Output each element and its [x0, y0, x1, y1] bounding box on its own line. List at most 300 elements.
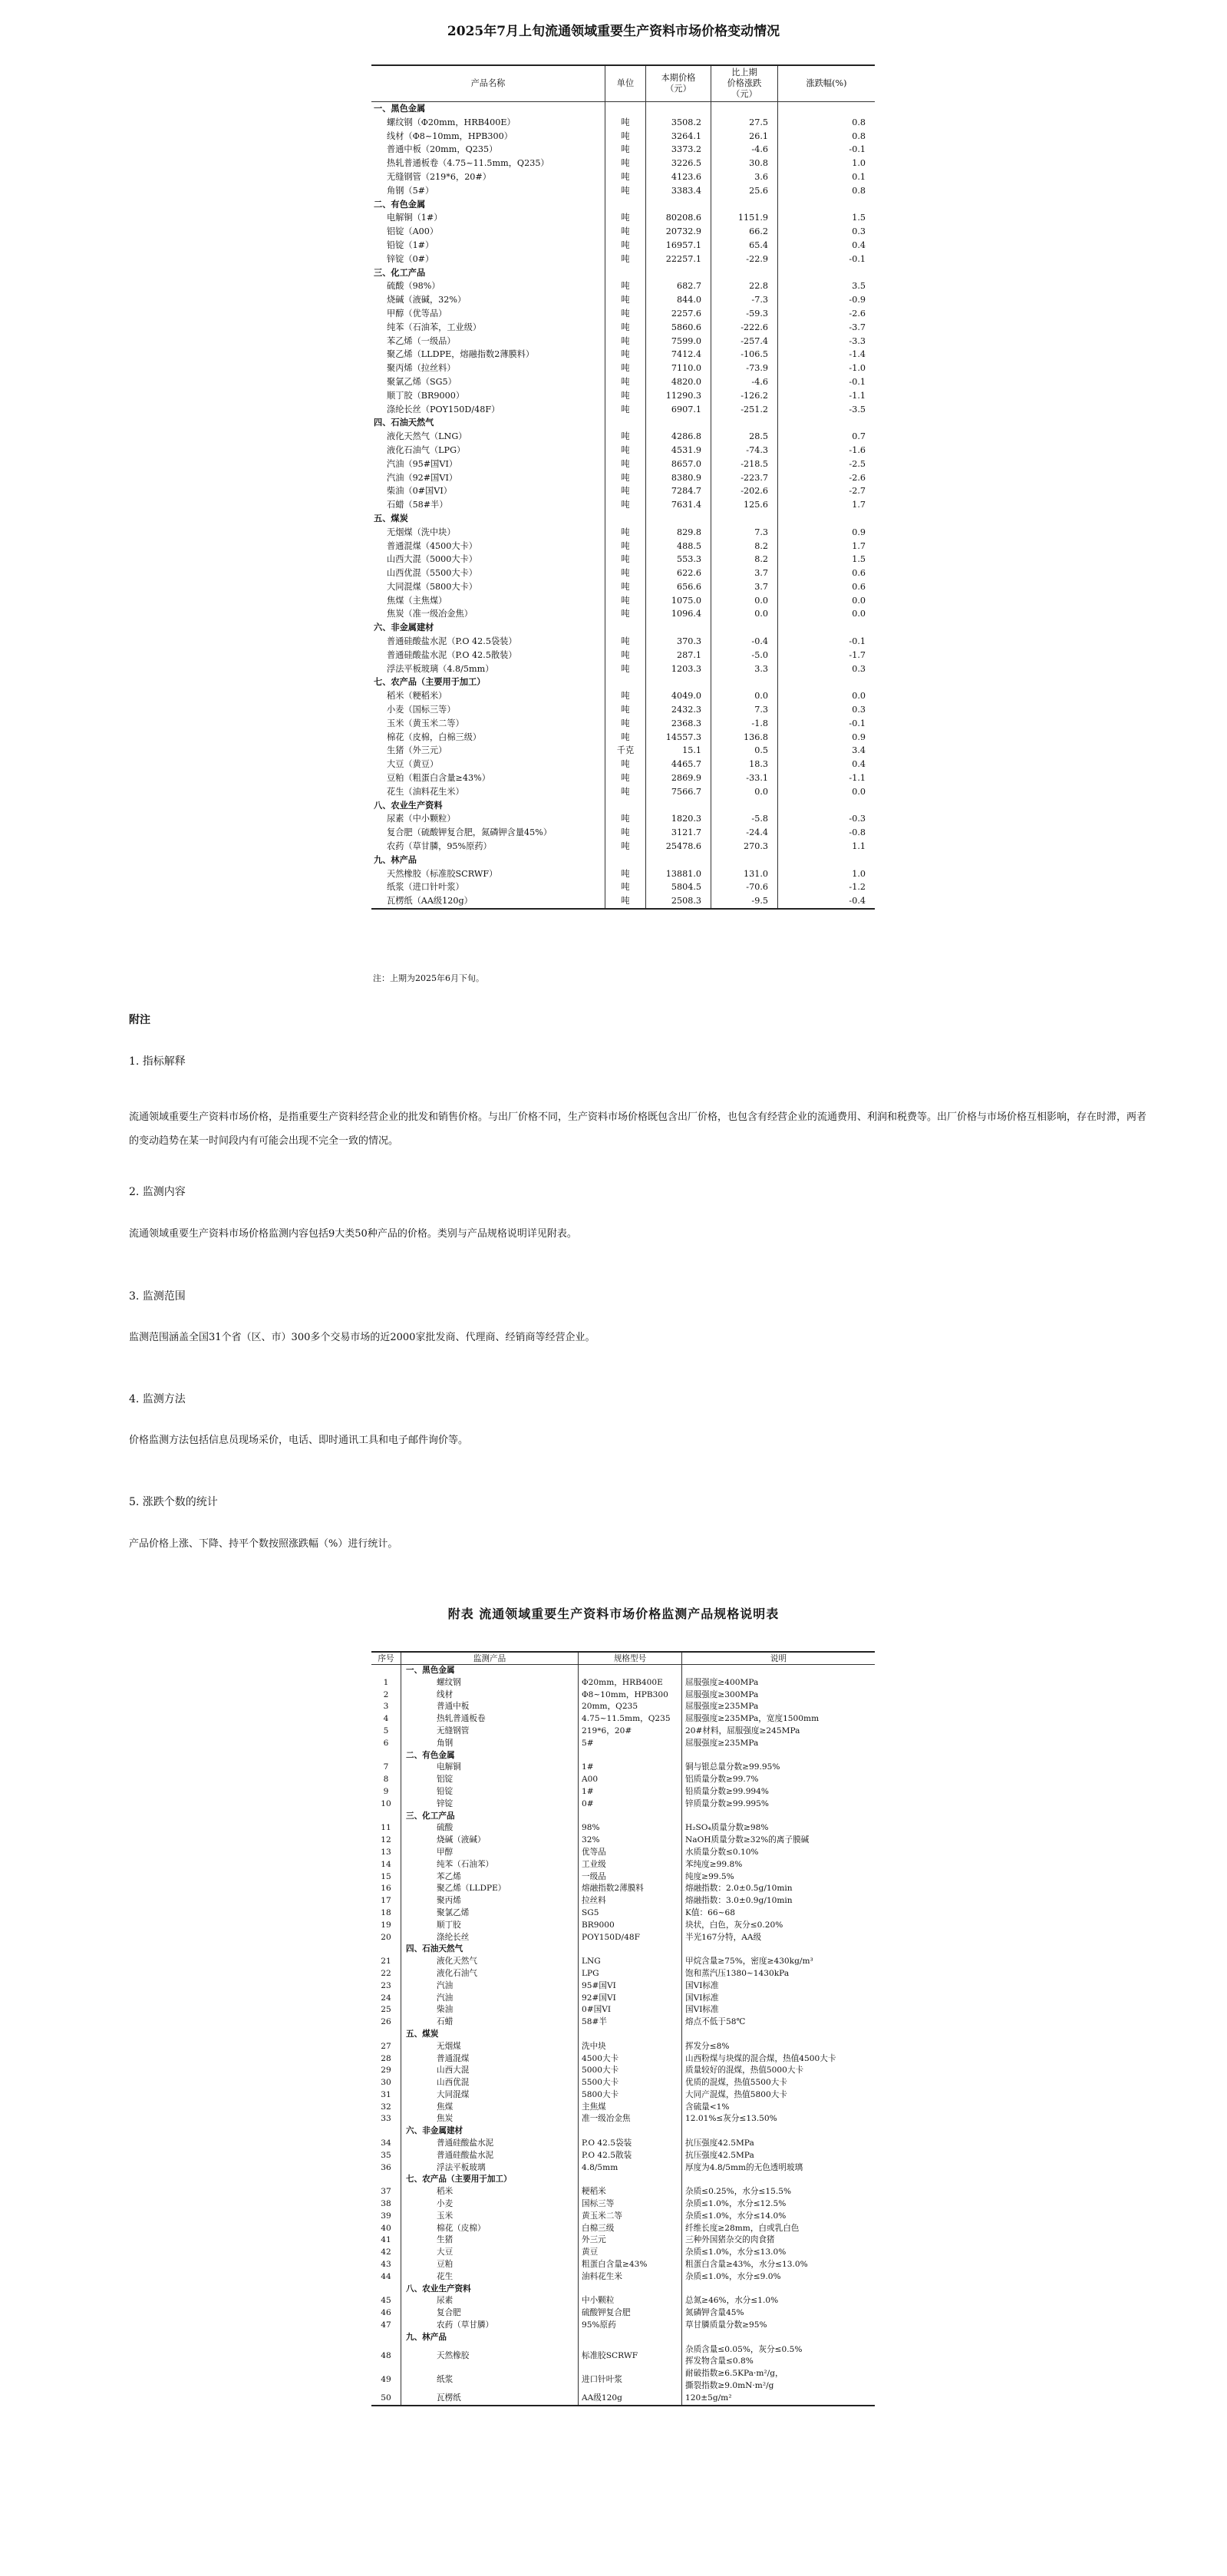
product-name: 顺丁胶（BR9000）	[387, 390, 465, 401]
header-spec: 规格型号	[579, 1652, 682, 1665]
change: -218.5	[711, 457, 778, 471]
change: -59.3	[711, 307, 778, 321]
pct: 0.7	[778, 430, 876, 444]
item-name: 涤纶长丝	[401, 1932, 579, 1944]
empty-cell	[711, 266, 778, 280]
item-name: 纯苯（石油苯）	[401, 1859, 579, 1871]
item-desc	[682, 2186, 876, 2198]
desc-line: 抗压强度42.5MPa	[685, 2138, 754, 2148]
pct: -0.8	[778, 826, 876, 840]
price: 4820.0	[646, 375, 711, 389]
product-name: 聚乙烯（LLDPE，熔融指数2薄膜料）	[387, 349, 535, 360]
product-name: 大豆（黄豆）	[387, 759, 439, 770]
table-row	[371, 1701, 875, 1713]
pct: -1.2	[778, 880, 876, 894]
row-number: 38	[381, 2199, 391, 2209]
item-spec: 58#半	[579, 2016, 682, 2029]
empty-cell	[711, 102, 778, 116]
change: 0.0	[711, 594, 778, 608]
table-row	[371, 2259, 875, 2271]
change: 0.0	[711, 785, 778, 799]
item-spec: 油料花生米	[579, 2271, 682, 2284]
item-name: 复合肥	[401, 2307, 579, 2320]
table-row	[371, 580, 875, 594]
pct: 1.0	[778, 157, 876, 170]
price: 622.6	[646, 566, 711, 580]
product-name: 小麦（国标三等）	[387, 705, 456, 715]
desc-line: 杂质≤1.0%，水分≤13.0%	[685, 2247, 787, 2257]
category-name: 五、煤炭	[401, 2029, 579, 2041]
product-name: 大同混煤（5800大卡）	[387, 581, 477, 592]
desc-line: 国VI标准	[685, 1980, 719, 1990]
item-spec: 拉丝料	[579, 1895, 682, 1907]
change: 1151.9	[711, 211, 778, 225]
unit: 吨	[605, 116, 646, 130]
price: 370.3	[646, 635, 711, 649]
item-desc	[682, 1920, 876, 1932]
category-row	[371, 799, 875, 813]
desc-line: 三种外国猪杂交的肉食猪	[685, 2235, 775, 2245]
product-name: 花生（油料花生米）	[387, 786, 464, 797]
pct: 0.8	[778, 130, 876, 144]
row-number: 1	[383, 1677, 389, 1687]
desc-line: 耐破指数≥6.5KPa·m²/g，	[685, 2369, 783, 2379]
item-name: 棉花（皮棉）	[401, 2223, 579, 2235]
unit: 吨	[605, 471, 646, 485]
change: -22.9	[711, 253, 778, 266]
product-name: 锌锭（0#）	[387, 253, 434, 264]
table-row	[371, 1920, 875, 1932]
empty-cell	[579, 1944, 682, 1956]
unit: 吨	[605, 279, 646, 293]
category-row	[371, 621, 875, 635]
row-number: 10	[381, 1798, 391, 1808]
price: 553.3	[646, 553, 711, 566]
table1-title: 2025年7月上旬流通领域重要生产资料市场价格变动情况	[447, 24, 780, 39]
desc-line: 优质的混煤，热值5500大卡	[685, 2078, 787, 2088]
empty-cell	[682, 1750, 876, 1762]
item-name: 瓦楞纸	[401, 2393, 579, 2406]
empty-cell	[711, 621, 778, 635]
desc-line: 屈服强度≥235MPa	[685, 1738, 759, 1748]
price: 7110.0	[646, 362, 711, 375]
note-title-5: 5. 涨跌个数的统计	[129, 1496, 218, 1508]
product-name: 尿素（中小颗粒）	[387, 814, 456, 824]
item-spec: 4.8/5mm	[579, 2162, 682, 2175]
item-name: 锌锭	[401, 1798, 579, 1811]
table-row	[371, 2150, 875, 2162]
change: 270.3	[711, 840, 778, 854]
table-row	[371, 2234, 875, 2247]
item-spec: 一级品	[579, 1871, 682, 1884]
category-name: 四、石油天然气	[374, 417, 434, 428]
pct: 0.3	[778, 225, 876, 239]
empty-cell	[778, 512, 876, 526]
product-name: 普通中板（20mm，Q235）	[387, 144, 498, 155]
product-name: 涤纶长丝（POY150D/48F）	[387, 404, 500, 414]
unit: 吨	[605, 594, 646, 608]
pct: -3.5	[778, 403, 876, 417]
price: 287.1	[646, 649, 711, 662]
item-spec: 95%原药	[579, 2320, 682, 2332]
item-name: 农药（草甘膦）	[401, 2320, 579, 2332]
item-desc	[682, 1713, 876, 1726]
empty-cell	[646, 799, 711, 813]
empty-cell	[371, 2332, 401, 2344]
price: 1075.0	[646, 594, 711, 608]
header-pct: 涨跌幅(%)	[778, 65, 876, 102]
row-number: 28	[381, 2053, 391, 2063]
item-name: 豆粕	[401, 2259, 579, 2271]
price: 4286.8	[646, 430, 711, 444]
desc-line: 杂质含量≤0.05%，灰分≤0.5%	[685, 2344, 803, 2354]
product-name: 铝锭（A00）	[387, 226, 439, 237]
product-name: 角钢（5#）	[387, 185, 434, 196]
category-name: 六、非金属建材	[401, 2125, 579, 2138]
item-name: 螺纹钢	[401, 1677, 579, 1689]
category-row	[371, 102, 875, 116]
price: 7631.4	[646, 498, 711, 512]
item-name: 生猪	[401, 2234, 579, 2247]
change: -24.4	[711, 826, 778, 840]
category-row	[371, 1665, 875, 1677]
desc-line: 半光167分特，AA级	[685, 1932, 762, 1942]
category-row	[371, 2284, 875, 2296]
unit: 吨	[605, 649, 646, 662]
category-row	[371, 1750, 875, 1762]
price: 3226.5	[646, 157, 711, 170]
unit: 千克	[605, 744, 646, 758]
item-name: 普通混煤	[401, 2053, 579, 2066]
price-table-header	[371, 65, 875, 102]
category-name: 三、化工产品	[401, 1811, 579, 1823]
unit: 吨	[605, 457, 646, 471]
pct: -2.6	[778, 471, 876, 485]
change: 25.6	[711, 184, 778, 198]
row-number: 40	[381, 2223, 391, 2233]
item-spec: 国标三等	[579, 2198, 682, 2211]
pct: -3.3	[778, 335, 876, 348]
unit: 吨	[605, 498, 646, 512]
item-spec: 4.75~11.5mm，Q235	[579, 1713, 682, 1726]
item-spec: 20mm，Q235	[579, 1701, 682, 1713]
price: 488.5	[646, 540, 711, 553]
item-name: 甲醇	[401, 1847, 579, 1859]
desc-line: 杂质≤1.0%，水分≤12.5%	[685, 2199, 787, 2209]
row-number: 31	[381, 2089, 391, 2099]
item-spec: 准一级冶金焦	[579, 2113, 682, 2125]
pct: 0.1	[778, 170, 876, 184]
desc-line: 挥发分≤8%	[685, 2041, 730, 2051]
item-spec: BR9000	[579, 1920, 682, 1932]
table-row	[371, 2198, 875, 2211]
table-row	[371, 170, 875, 184]
price: 6907.1	[646, 403, 711, 417]
unit: 吨	[605, 526, 646, 540]
empty-cell	[682, 2174, 876, 2186]
notes-heading: 附注	[129, 1014, 150, 1026]
change: 0.0	[711, 689, 778, 703]
desc-line: 屈服强度≥300MPa	[685, 1689, 759, 1699]
change: 3.6	[711, 170, 778, 184]
table-row	[371, 444, 875, 457]
row-number: 13	[381, 1847, 391, 1857]
price: 22257.1	[646, 253, 711, 266]
item-desc	[682, 1968, 876, 1980]
item-spec: 5000大卡	[579, 2065, 682, 2077]
item-desc	[682, 1689, 876, 1702]
item-name: 小麦	[401, 2198, 579, 2211]
table-row	[371, 2113, 875, 2125]
unit: 吨	[605, 840, 646, 854]
item-desc	[682, 2016, 876, 2029]
row-number: 2	[383, 1689, 389, 1699]
desc-line: 铅质量分数≥99.994%	[685, 1786, 769, 1796]
pct: 0.6	[778, 566, 876, 580]
change: 65.4	[711, 239, 778, 253]
item-name: 玉米	[401, 2211, 579, 2223]
note-text-2: 流通领域重要生产资料市场价格监测内容包括9大类50种产品的价格。类别与产品规格说明详见附表。	[129, 1228, 577, 1240]
desc-line: 屈服强度≥235MPa	[685, 1702, 759, 1712]
item-desc	[682, 1786, 876, 1798]
table-row	[371, 771, 875, 785]
product-name: 无烟煤（洗中块）	[387, 527, 456, 537]
header-unit: 单位	[605, 65, 646, 102]
table-row	[371, 1883, 875, 1895]
unit: 吨	[605, 335, 646, 348]
item-desc	[682, 2162, 876, 2175]
pct: -1.1	[778, 771, 876, 785]
table-row	[371, 157, 875, 170]
row-number: 39	[381, 2211, 391, 2221]
row-number: 22	[381, 1968, 391, 1978]
category-row	[371, 675, 875, 689]
item-spec: 工业级	[579, 1859, 682, 1871]
unit: 吨	[605, 826, 646, 840]
table-row	[371, 2247, 875, 2259]
pct: 3.5	[778, 279, 876, 293]
item-desc	[682, 2344, 876, 2369]
item-spec: SG5	[579, 1907, 682, 1920]
category-name: 九、林产品	[401, 2332, 579, 2344]
price: 20732.9	[646, 225, 711, 239]
item-name: 汽油	[401, 1993, 579, 2005]
desc-line: 熔融指数：3.0±0.9g/10min	[685, 1896, 793, 1906]
table-row	[371, 2016, 875, 2029]
empty-cell	[371, 1944, 401, 1956]
item-spec: 5#	[579, 1738, 682, 1750]
item-name: 浮法平板玻璃	[401, 2162, 579, 2175]
category-row	[371, 854, 875, 867]
category-name: 九、林产品	[374, 854, 417, 865]
pct: -1.7	[778, 649, 876, 662]
unit: 吨	[605, 225, 646, 239]
item-desc	[682, 2234, 876, 2247]
row-number: 11	[381, 1823, 391, 1833]
unit: 吨	[605, 362, 646, 375]
change: -4.6	[711, 143, 778, 157]
category-row	[371, 2125, 875, 2138]
row-number: 41	[381, 2235, 391, 2245]
empty-cell	[682, 2125, 876, 2138]
desc-line: 纤维长度≥28mm，白或乳白色	[685, 2223, 800, 2233]
unit: 吨	[605, 375, 646, 389]
product-name: 玉米（黄玉米二等）	[387, 718, 464, 728]
table-row	[371, 1871, 875, 1884]
pct: -2.5	[778, 457, 876, 471]
table-row	[371, 812, 875, 826]
item-desc	[682, 2368, 876, 2393]
item-name: 聚乙烯（LLDPE）	[401, 1883, 579, 1895]
table-row	[371, 335, 875, 348]
change: -222.6	[711, 321, 778, 335]
change: 3.7	[711, 580, 778, 594]
table-row	[371, 717, 875, 731]
empty-cell	[605, 416, 646, 430]
change: -70.6	[711, 880, 778, 894]
price: 13881.0	[646, 867, 711, 881]
unit: 吨	[605, 389, 646, 403]
product-name: 纸浆（进口针叶浆）	[387, 882, 464, 893]
empty-cell	[778, 799, 876, 813]
row-number: 16	[381, 1884, 391, 1894]
pct: 1.5	[778, 211, 876, 225]
empty-cell	[778, 854, 876, 867]
table-row	[371, 321, 875, 335]
item-name: 普通硅酸盐水泥	[401, 2150, 579, 2162]
price: 3264.1	[646, 130, 711, 144]
table-row	[371, 1859, 875, 1871]
empty-cell	[646, 102, 711, 116]
empty-cell	[682, 1944, 876, 1956]
item-spec: 硫酸钾复合肥	[579, 2307, 682, 2320]
unit: 吨	[605, 867, 646, 881]
empty-cell	[371, 2174, 401, 2186]
table-row	[371, 2041, 875, 2053]
empty-cell	[646, 854, 711, 867]
product-name: 聚氯乙烯（SG5）	[387, 376, 457, 387]
item-desc	[682, 1907, 876, 1920]
empty-cell	[646, 675, 711, 689]
empty-cell	[682, 1665, 876, 1677]
table-row	[371, 1677, 875, 1689]
category-name: 四、石油天然气	[401, 1944, 579, 1956]
unit: 吨	[605, 444, 646, 457]
table-row	[371, 1895, 875, 1907]
header-item: 监测产品	[401, 1652, 579, 1665]
change: -4.6	[711, 375, 778, 389]
table-row	[371, 2065, 875, 2077]
unit: 吨	[605, 703, 646, 717]
change: -33.1	[711, 771, 778, 785]
table-row	[371, 758, 875, 771]
product-name: 铅锭（1#）	[387, 239, 434, 250]
item-spec: LPG	[579, 1968, 682, 1980]
item-name: 稻米	[401, 2186, 579, 2198]
price: 682.7	[646, 279, 711, 293]
product-name: 液化天然气（LNG）	[387, 431, 467, 442]
change: -5.0	[711, 649, 778, 662]
product-name: 普通硅酸盐水泥（P.O 42.5袋装）	[387, 636, 517, 647]
empty-cell	[371, 1750, 401, 1762]
item-name: 天然橡胶	[401, 2344, 579, 2369]
price: 2257.6	[646, 307, 711, 321]
desc-line: H₂SO₄质量分数≥98%	[685, 1823, 769, 1833]
pct: -2.6	[778, 307, 876, 321]
table-row	[371, 2138, 875, 2150]
unit: 吨	[605, 607, 646, 621]
table-row	[371, 1835, 875, 1847]
category-row	[371, 198, 875, 212]
item-desc	[682, 2320, 876, 2332]
price: 5860.6	[646, 321, 711, 335]
table-row	[371, 1968, 875, 1980]
item-name: 硫酸	[401, 1822, 579, 1835]
table-row	[371, 1689, 875, 1702]
desc-line: 含硫量<1%	[685, 2102, 730, 2112]
empty-cell	[778, 675, 876, 689]
price: 7284.7	[646, 484, 711, 498]
table-row	[371, 1786, 875, 1798]
item-spec: 4500大卡	[579, 2053, 682, 2066]
product-name: 螺纹钢（Φ20mm，HRB400E）	[387, 117, 516, 127]
table-row	[371, 662, 875, 676]
item-spec: 95#国VI	[579, 1980, 682, 1993]
unit: 吨	[605, 635, 646, 649]
unit: 吨	[605, 293, 646, 307]
row-number: 14	[381, 1859, 391, 1869]
pct: -0.1	[778, 635, 876, 649]
empty-cell	[579, 1665, 682, 1677]
table-row	[371, 143, 875, 157]
item-desc	[682, 1993, 876, 2005]
item-spec: 洗中块	[579, 2041, 682, 2053]
table-row	[371, 607, 875, 621]
table-row	[371, 2223, 875, 2235]
item-name: 焦炭	[401, 2113, 579, 2125]
table-row	[371, 2186, 875, 2198]
pct: 1.5	[778, 553, 876, 566]
category-name: 一、黑色金属	[374, 103, 426, 114]
item-spec: P.O 42.5散装	[579, 2150, 682, 2162]
table-row	[371, 553, 875, 566]
desc-line: 块状，白色，灰分≤0.20%	[685, 1920, 783, 1930]
product-name: 豆粕（粗蛋白含量≥43%）	[387, 773, 490, 784]
table-row	[371, 1798, 875, 1811]
empty-cell	[371, 1665, 401, 1677]
row-number: 47	[381, 2320, 391, 2330]
item-spec: 中小颗粒	[579, 2295, 682, 2307]
table1-note: 注：上期为2025年6月下旬。	[373, 973, 484, 983]
category-name: 六、非金属建材	[374, 622, 434, 633]
desc-line: 杂质≤1.0%，水分≤14.0%	[685, 2211, 787, 2221]
item-desc	[682, 1677, 876, 1689]
unit: 吨	[605, 566, 646, 580]
table-row	[371, 731, 875, 745]
item-spec: POY150D/48F	[579, 1932, 682, 1944]
pct: 3.4	[778, 744, 876, 758]
price: 7566.7	[646, 785, 711, 799]
empty-cell	[579, 2332, 682, 2344]
desc-line: 熔点不低于58℃	[685, 2017, 746, 2027]
table-row	[371, 130, 875, 144]
pct: 0.4	[778, 239, 876, 253]
unit: 吨	[605, 130, 646, 144]
spec-table	[371, 1651, 875, 2406]
item-name: 大豆	[401, 2247, 579, 2259]
price: 4123.6	[646, 170, 711, 184]
price: 656.6	[646, 580, 711, 594]
